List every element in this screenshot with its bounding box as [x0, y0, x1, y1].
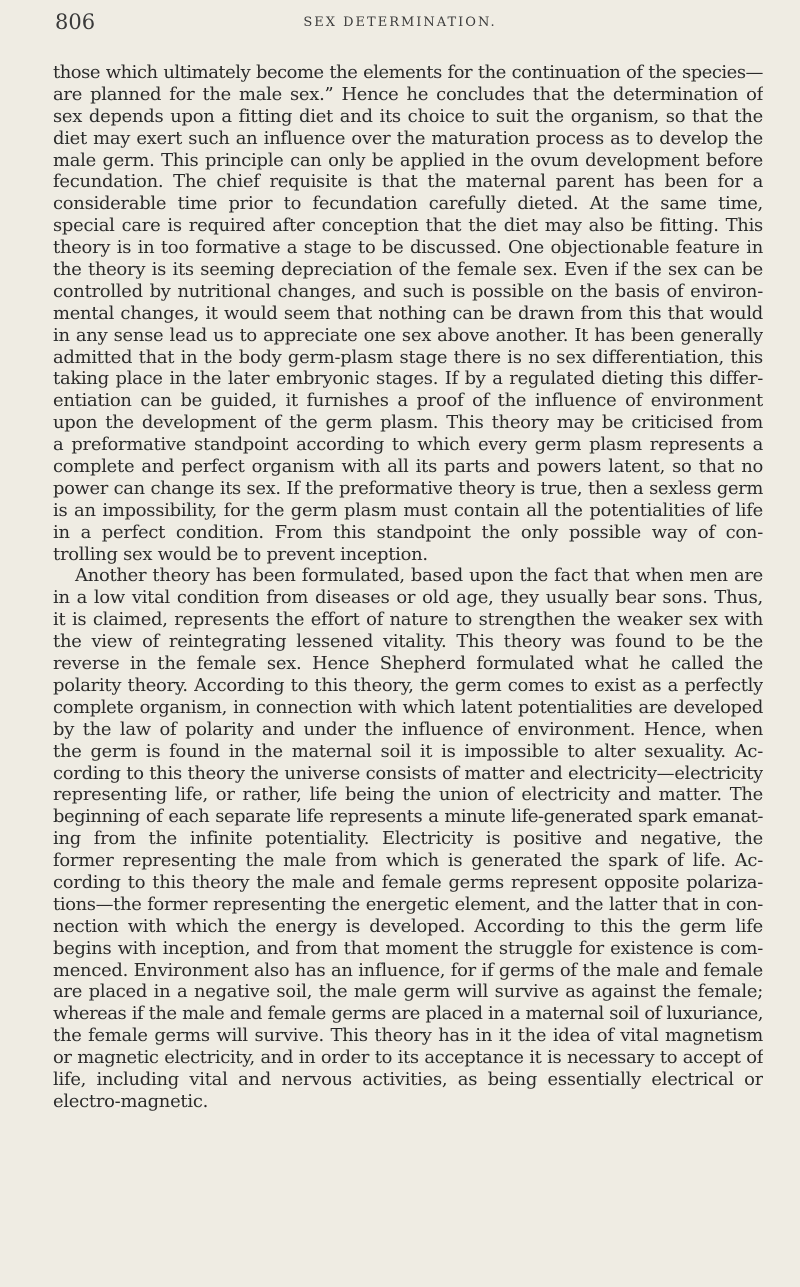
text-line: trolling sex would be to prevent inception.: [53, 543, 428, 565]
text-line: complete and perfect organism with all its parts and powers latent, so that no: [53, 456, 763, 478]
text-line: menced. Environment also has an influence, for if germs of the male and female: [53, 959, 763, 981]
page-header: [55, 10, 745, 40]
text-line: is an impossibility, for the germ plasm must contain all the potentialities of life: [53, 499, 763, 521]
text-line: beginning of each separate life represents a minute life-generated spark emanat-: [53, 806, 763, 828]
text-line: cording to this theory the male and female germs represent opposite polariza-: [53, 871, 763, 893]
text-line: polarity theory. According to this theory, the germ comes to exist as a perfectly: [53, 674, 763, 696]
text-line: the female germs will survive. This theory has in it the idea of vital magnetism: [53, 1025, 763, 1047]
text-line: admitted that in the body germ-plasm stage there is no sex differentiation, this: [53, 346, 763, 368]
page-number: 806: [55, 10, 96, 34]
text-line: begins with inception, and from that moment the struggle for existence is com-: [53, 937, 763, 959]
text-line: taking place in the later embryonic stages. If by a regulated dieting this differ-: [53, 368, 763, 390]
text-line: power can change its sex. If the preformative theory is true, then a sexless germ: [53, 477, 763, 499]
text-line: in a perfect condition. From this standpoint the only possible way of con-: [53, 521, 763, 543]
text-line: male germ. This principle can only be applied in the ovum development before: [53, 149, 763, 171]
text-line: special care is required after conception that the diet may also be fitting. This: [53, 215, 763, 237]
text-line: diet may exert such an influence over the maturation process as to develop the: [53, 127, 763, 149]
text-line: considerable time prior to fecundation carefully dieted. At the same time,: [53, 193, 763, 215]
text-line: electro-magnetic.: [53, 1090, 209, 1112]
text-line: reverse in the female sex. Hence Shepherd formulated what he called the: [53, 653, 763, 675]
text-line: ing from the infinite potentiality. Electricity is positive and negative, the: [53, 828, 763, 850]
text-line: those which ultimately become the elements for the continuation of the species—: [53, 62, 763, 83]
text-line: by the law of polarity and under the influence of environment. Hence, when: [53, 718, 763, 740]
text-line: the germ is found in the maternal soil it is impossible to alter sexuality. Ac-: [53, 740, 763, 762]
text-line: former representing the male from which is generated the spark of life. Ac-: [53, 850, 763, 872]
text-line: nection with which the energy is developed. According to this the germ life: [53, 915, 763, 937]
text-line: are placed in a negative soil, the male germ will survive as against the female;: [53, 981, 763, 1003]
text-line: in any sense lead us to appreciate one sex above another. It has been generally: [53, 324, 763, 346]
text-line: mental changes, it would seem that nothing can be drawn from this that would: [53, 302, 763, 324]
text-line: upon the development of the germ plasm. This theory may be criticised from: [53, 412, 763, 434]
running-head: SEX DETERMINATION.: [303, 15, 497, 30]
text-line: are planned for the male sex.” Hence he concludes that the determination of: [53, 83, 763, 105]
text-line: cording to this theory the universe consists of matter and electricity—electricity: [53, 762, 763, 784]
text-line: in a low vital condition from diseases or old age, they usually bear sons. Thus,: [53, 587, 763, 609]
text-line: tions—the former representing the energetic element, and the latter that in con-: [53, 893, 763, 915]
text-line: whereas if the male and female germs are placed in a maternal soil of luxuriance,: [53, 1003, 763, 1025]
text-line: a preformative standpoint according to which every germ plasm represents a: [53, 434, 763, 456]
text-line: or magnetic electricity, and in order to its acceptance it is necessary to accept of: [53, 1047, 763, 1069]
text-line: the view of reintegrating lessened vitality. This theory was found to be the: [53, 631, 763, 653]
text-line: representing life, or rather, life being the union of electricity and matter. The: [53, 784, 763, 806]
text-line: the theory is its seeming depreciation of the female sex. Even if the sex can be: [53, 259, 763, 281]
text-line: life, including vital and nervous activities, as being essentially electrical or: [53, 1068, 763, 1090]
text-line: entiation can be guided, it furnishes a proof of the influence of environment: [53, 390, 763, 412]
text-line: fecundation. The chief requisite is that the maternal parent has been for a: [53, 171, 763, 193]
text-line: controlled by nutritional changes, and such is possible on the basis of environ-: [53, 280, 763, 302]
text-line: it is claimed, represents the effort of nature to strengthen the weaker sex with: [53, 609, 763, 631]
text-line: Another theory has been formulated, based upon the fact that when men are: [75, 565, 763, 587]
text-line: theory is in too formative a stage to be discussed. One objectionable feature in: [53, 237, 763, 259]
text-line: sex depends upon a fitting diet and its choice to suit the organism, so that the: [53, 105, 763, 127]
text-line: complete organism, in connection with which latent potentialities are developed: [53, 696, 763, 718]
body-text: [53, 62, 763, 1113]
